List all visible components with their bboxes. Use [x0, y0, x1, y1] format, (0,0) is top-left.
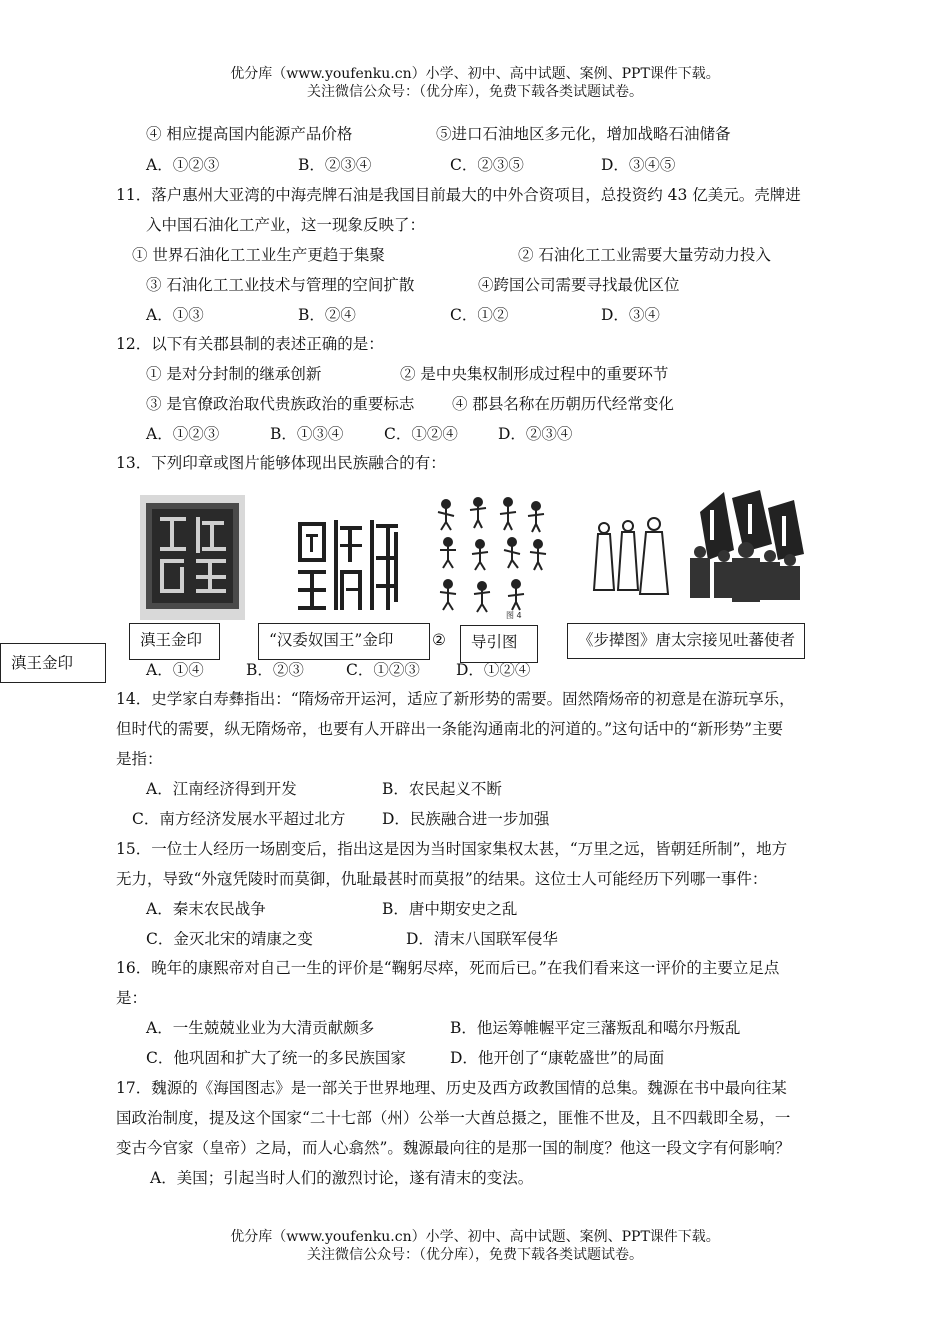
q11-choice-b: B．②④ — [298, 306, 356, 324]
caption-daoyin-figure: 导引图 — [460, 625, 538, 663]
q14-choice-b: B．农民起义不断 — [382, 780, 502, 798]
page-footer-line2: 关注微信公众号：（优分库），免费下载各类试题试卷。 — [307, 1247, 643, 1263]
q14-choice-c: C．南方经济发展水平超过北方 — [132, 810, 346, 828]
q12-choice-c: C．①②④ — [384, 425, 458, 443]
q13-choice-b: B．②③ — [246, 661, 304, 679]
q16-choice-a: A．一生兢兢业业为大清贡献颇多 — [146, 1019, 375, 1037]
q17-stem-line2: 国政治制度，提及这个国家“二十七部（州）公举一大酋总摄之，匪惟不世及，且不四载即全易，一 — [116, 1109, 791, 1127]
dian-king-seal-image — [140, 495, 245, 620]
q15-choice-b: B．唐中期安史之乱 — [382, 900, 518, 918]
q11-stem-line2: 入中国石油化工产业，这一现象反映了： — [146, 216, 426, 234]
q10-choice-a: A．①②③ — [146, 156, 220, 174]
side-label-dian-king-seal: 滇王金印 — [0, 643, 106, 683]
q16-stem-line1: 16．晚年的康熙帝对自己一生的评价是“鞠躬尽瘁，死而后已。”在我们看来这一评价的主要立足点 — [116, 959, 780, 977]
q16-choice-b: B．他运筹帷幄平定三藩叛乱和噶尔丹叛乱 — [450, 1019, 741, 1037]
q12-choice-d: D．②③④ — [498, 425, 573, 443]
q15-choice-c: C．金灭北宋的靖康之变 — [146, 930, 313, 948]
q11-option-2: ② 石油化工工业需要大量劳动力投入 — [518, 246, 771, 264]
q17-stem-line3: 变古今官家（皇帝）之局，而人心翕然”。魏源最向往的是那一国的制度？他这一段文字有何影响？ — [116, 1139, 791, 1157]
q11-choice-a: A．①③ — [146, 306, 204, 324]
q12-option-1: ① 是对分封制的继承创新 — [146, 365, 322, 383]
q13-choice-d: D．①②④ — [456, 661, 531, 679]
q11-choice-d: D．③④ — [601, 306, 660, 324]
q10-option-4: ④ 相应提高国内能源产品价格 — [146, 125, 353, 143]
q12-option-3: ③ 是官僚政治取代贵族政治的重要标志 — [146, 395, 415, 413]
q14-stem-line3: 是指： — [116, 750, 163, 768]
caption-dian-king-seal: 滇王金印 — [129, 623, 220, 660]
q15-choice-d: D．清末八国联军侵华 — [406, 930, 558, 948]
q15-stem-line2: 无力，导致“外寇凭陵时而莫御，仇耻最甚时而莫报”的结果。这位士人可能经历下列哪一事件： — [116, 870, 768, 888]
fig4-label: 图 4 — [506, 611, 522, 620]
q11-option-4: ④跨国公司需要寻找最优区位 — [478, 276, 680, 294]
q10-choice-b: B．②③④ — [298, 156, 372, 174]
caption-bunian-painting: 《步撵图》唐太宗接见吐蕃使者 — [567, 623, 805, 659]
q11-option-3: ③ 石油化工工业技术与管理的空间扩散 — [146, 276, 415, 294]
q11-choice-c: C．①② — [450, 306, 509, 324]
page-header-line1: 优分库（www.youfenku.cn）小学、初中、高中试题、案例、PPT课件下载。 — [230, 66, 720, 82]
q10-option-5: ⑤进口石油地区多元化，增加战略石油储备 — [436, 125, 731, 143]
q11-option-1: ① 世界石油化工工业生产更趋于集聚 — [132, 246, 385, 264]
page-header-line2: 关注微信公众号：（优分库），免费下载各类试题试卷。 — [307, 84, 643, 100]
q10-choice-c: C．②③⑤ — [450, 156, 524, 174]
q11-stem-line1: 11．落户惠州大亚湾的中海壳牌石油是我国目前最大的中外合资项目，总投资约 43 亿美元。壳牌进 — [116, 186, 801, 204]
bunian-painting-image — [582, 490, 810, 620]
q16-choice-c: C．他巩固和扩大了统一的多民族国家 — [146, 1049, 406, 1067]
q12-choice-a: A．①②③ — [146, 425, 220, 443]
q17-choice-a: A．美国；引起当时人们的激烈讨论，遂有清末的变法。 — [150, 1169, 534, 1187]
q10-choice-d: D．③④⑤ — [601, 156, 676, 174]
q14-choice-a: A．江南经济得到开发 — [146, 780, 297, 798]
page-footer-line1: 优分库（www.youfenku.cn）小学、初中、高中试题、案例、PPT课件下载。 — [230, 1229, 720, 1245]
q15-stem-line1: 15．一位士人经历一场剧变后，指出这是因为当时国家集权太甚，“万里之远，皆朝廷所制”，地方 — [116, 840, 788, 858]
q14-stem-line1: 14．史学家白寿彝指出：“隋炀帝开运河，适应了新形势的需要。固然隋炀帝的初意是在游玩享乐， — [116, 690, 795, 708]
q12-option-2: ② 是中央集权制形成过程中的重要环节 — [400, 365, 669, 383]
q17-stem-line1: 17．魏源的《海国图志》是一部关于世界地理、历史及西方政教国情的总集。魏源在书中最向往某 — [116, 1079, 787, 1097]
daoyin-figure-image — [432, 492, 550, 620]
q12-option-4: ④ 郡县名称在历朝历代经常变化 — [452, 395, 674, 413]
q16-choice-d: D．他开创了“康乾盛世”的局面 — [450, 1049, 665, 1067]
q13-stem: 13．下列印章或图片能够体现出民族融合的有： — [116, 454, 446, 472]
q12-stem: 12．以下有关郡县制的表述正确的是： — [116, 335, 384, 353]
q13-choice-a: A．①④ — [146, 661, 204, 679]
q16-stem-line2: 是： — [116, 989, 148, 1007]
q13-choice-c: C．①②③ — [346, 661, 420, 679]
q14-stem-line2: 但时代的需要，纵无隋炀帝，也要有人开辟出一条能沟通南北的河道的。”这句话中的“新形势”主要 — [116, 720, 784, 738]
q15-choice-a: A．秦末农民战争 — [146, 900, 266, 918]
caption-han-wonu-seal: “汉委奴国王”金印 — [258, 623, 430, 660]
caption-number-2: ② — [432, 631, 446, 649]
han-wonu-king-seal-image — [290, 512, 405, 620]
q14-choice-d: D．民族融合进一步加强 — [382, 810, 550, 828]
q12-choice-b: B．①③④ — [270, 425, 344, 443]
